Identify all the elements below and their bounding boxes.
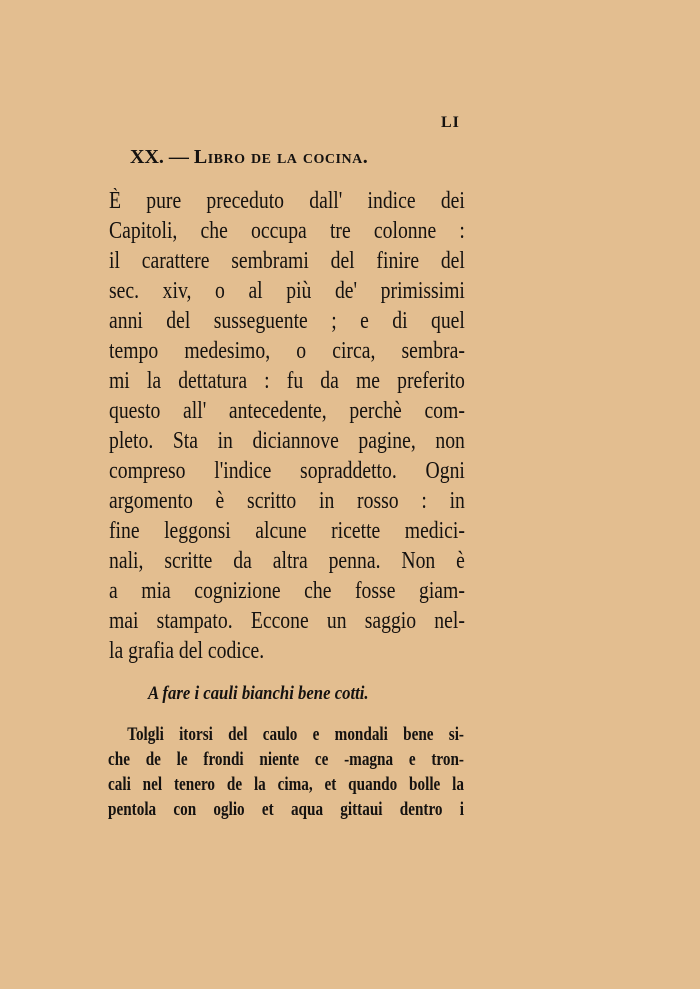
body-line: la grafia del codice. (109, 638, 265, 664)
body-line: a mia cognizione che fosse giam- (109, 578, 465, 604)
body-line: il carattere sembrami del finire del (109, 248, 465, 274)
body-line: questo all' antecedente, perchè com- (109, 398, 465, 424)
body-line: anni del susseguente ; e di quel (109, 308, 465, 334)
body-line: pleto. Sta in diciannove pagine, non (109, 428, 465, 454)
body-line: È pure preceduto dall' indice dei (109, 188, 465, 214)
body-line: mai stampato. Eccone un saggio nel- (109, 608, 465, 634)
body-line: compreso l'indice sopraddetto. Ogni (109, 458, 465, 484)
recipe-line: cali nel tenero de la cima, et quando bolle la (108, 774, 464, 795)
recipe-line: che de le frondi niente ce -magna e tron- (108, 749, 464, 770)
section-number: XX. — (130, 146, 194, 168)
body-line: tempo medesimo, o circa, sembra- (109, 338, 465, 364)
page-number: LI (441, 114, 460, 131)
body-line: nali, scritte da altra penna. Non è (109, 548, 465, 574)
recipe-text (108, 722, 464, 822)
body-line: sec. xiv, o al più de' primissimi (109, 278, 465, 304)
section-heading (130, 146, 430, 169)
body-line: fine leggonsi alcune ricette medici- (109, 518, 465, 544)
recipe-line: Tolgli itorsi del caulo e mondali bene si- (127, 724, 464, 745)
body-line: Capitoli, che occupa tre colonne : (109, 218, 465, 244)
body-text (109, 186, 465, 666)
body-line: argomento è scritto in rosso : in (109, 488, 465, 514)
body-line: mi la dettatura : fu da me preferito (109, 368, 465, 394)
section-title: Libro de la cocina. (193, 146, 369, 168)
recipe-title: A fare i cauli bianchi bene cotti. (148, 683, 369, 704)
recipe-line: pentola con oglio et aqua gittaui dentro i (108, 799, 464, 820)
